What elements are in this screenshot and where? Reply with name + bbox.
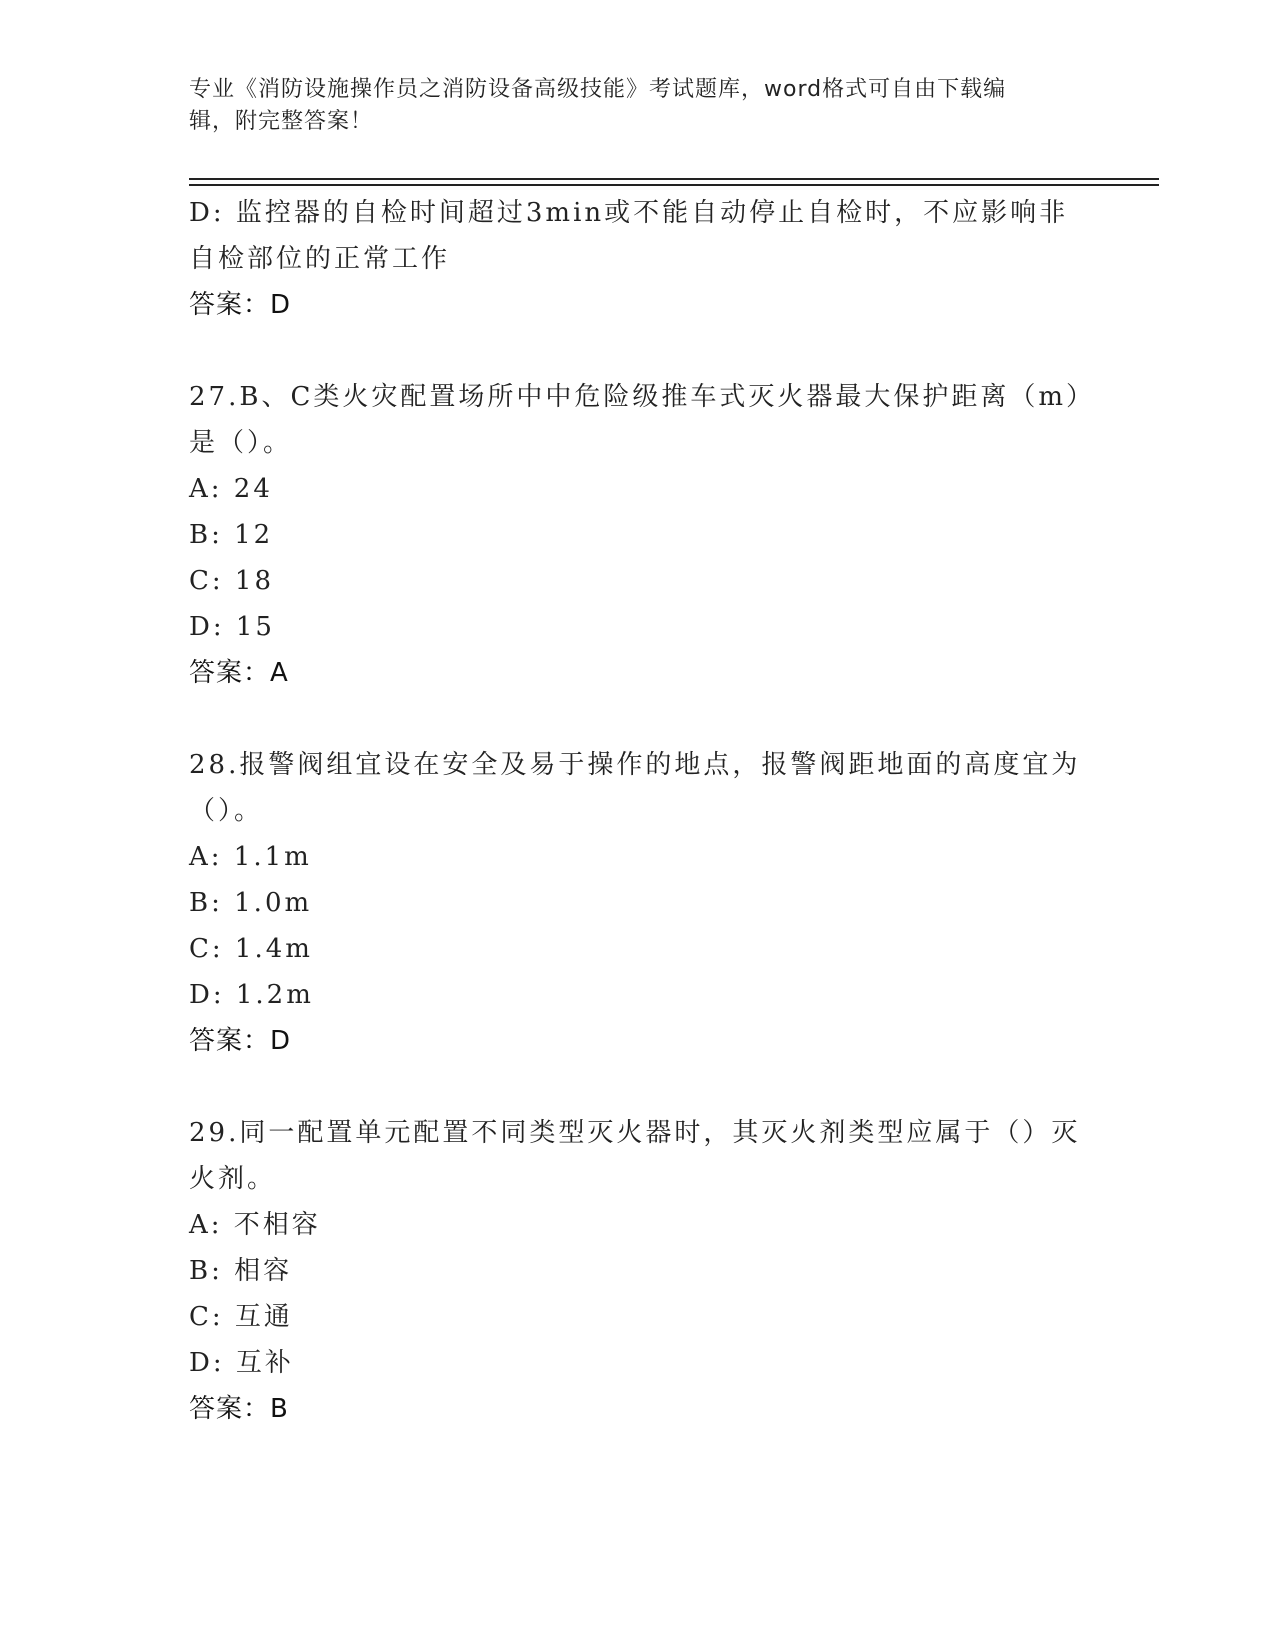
answer-line: 答案：D bbox=[189, 1026, 292, 1056]
option-d: D: 监控器的自检时间超过3min或不能自动停止自检时，不应影响非 bbox=[189, 198, 1069, 228]
option-a: A: 24 bbox=[189, 474, 273, 504]
spacer bbox=[189, 696, 1089, 742]
answer-line: 答案：A bbox=[189, 658, 289, 688]
question-stem: 27.B、C类火灾配置场所中中危险级推车式灭火器最大保护距离（m） bbox=[189, 382, 1096, 412]
option-d: D: 1.2m bbox=[189, 980, 314, 1010]
header-divider-bottom bbox=[189, 184, 1159, 186]
question-28 bbox=[189, 742, 1089, 1064]
header-line-2: 辑，附完整答案！ bbox=[189, 109, 374, 134]
question-stem-continued: （）。 bbox=[189, 796, 264, 826]
previous-question-tail bbox=[189, 190, 1089, 328]
question-29 bbox=[189, 1110, 1089, 1432]
question-stem-continued: 是（）。 bbox=[189, 428, 293, 458]
question-stem: 28.报警阀组宜设在安全及易于操作的地点，报警阀距地面的高度宜为 bbox=[189, 750, 1081, 780]
question-27 bbox=[189, 374, 1096, 696]
question-stem-continued: 火剂。 bbox=[189, 1164, 277, 1194]
option-a: A: 不相容 bbox=[189, 1210, 321, 1240]
option-b: B: 相容 bbox=[189, 1256, 293, 1286]
option-b: B: 12 bbox=[189, 520, 274, 550]
question-content bbox=[189, 190, 1096, 1432]
option-d-continued: 自检部位的正常工作 bbox=[189, 244, 451, 274]
option-d: D: 互补 bbox=[189, 1348, 294, 1378]
option-d: D: 15 bbox=[189, 612, 275, 642]
option-a: A: 1.1m bbox=[189, 842, 312, 872]
document-header bbox=[189, 74, 1089, 138]
spacer bbox=[189, 1064, 1089, 1110]
header-divider-top bbox=[189, 178, 1159, 180]
header-line-1: 专业《消防设施操作员之消防设备高级技能》考试题库，word格式可自由下载编 bbox=[189, 77, 1007, 102]
option-c: C: 互通 bbox=[189, 1302, 293, 1332]
spacer bbox=[189, 328, 1089, 374]
option-b: B: 1.0m bbox=[189, 888, 313, 918]
answer-line: 答案：B bbox=[189, 1394, 289, 1424]
option-c: C: 18 bbox=[189, 566, 275, 596]
question-stem: 29.同一配置单元配置不同类型灭火器时，其灭火剂类型应属于（）灭 bbox=[189, 1118, 1081, 1148]
option-c: C: 1.4m bbox=[189, 934, 313, 964]
answer-line: 答案：D bbox=[189, 290, 292, 320]
